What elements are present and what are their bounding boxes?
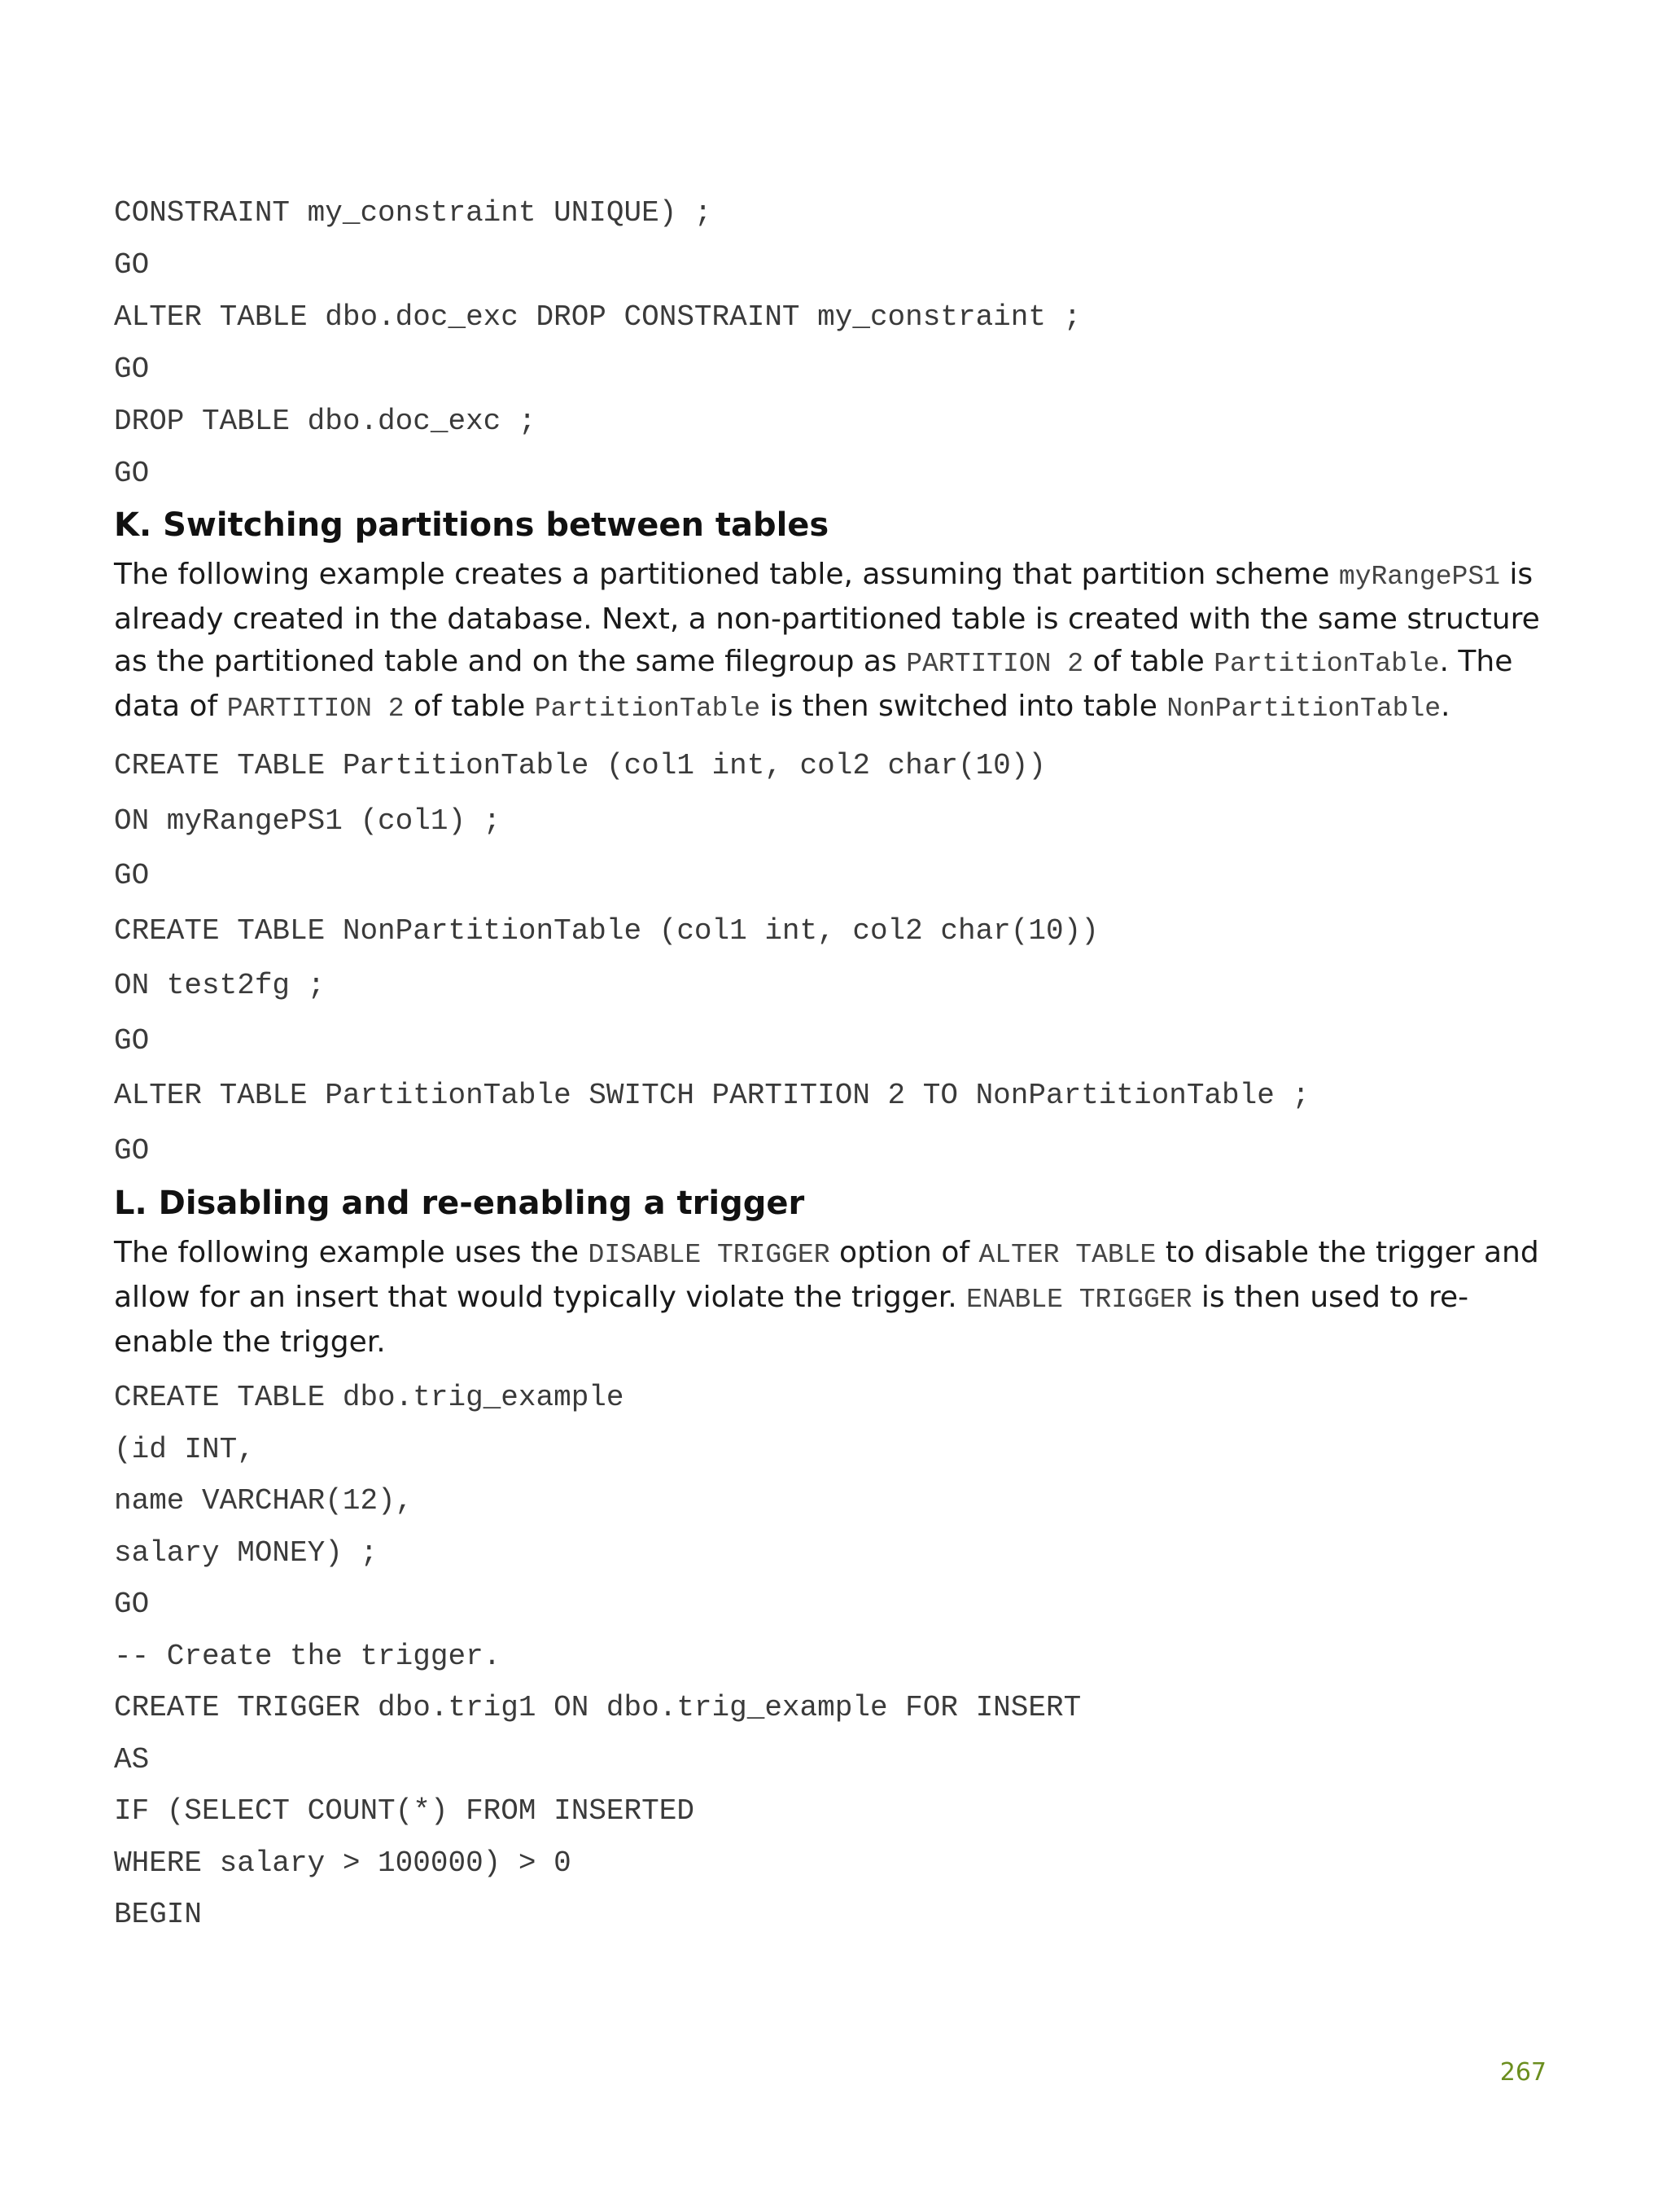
inline-code: PARTITION 2 <box>226 694 405 724</box>
section-l-heading: L. Disabling and re-enabling a trigger <box>114 1185 805 1222</box>
page-number: 267 <box>1499 2058 1547 2087</box>
code-line: AS <box>114 1742 150 1776</box>
code-block-3 <box>114 1372 1547 1941</box>
code-line: GO <box>114 353 150 386</box>
code-line: GO <box>114 457 150 490</box>
section-k-paragraph: The following example creates a partitioned table, assuming that partition scheme myRangePS1 is already created in the database. Next, a non-partitioned table is created with the same structure as the partitioned table and on the same filegroup as PARTITION 2 of table PartitionTable. The data of PARTITION 2 of table PartitionTable is then switched into table NonPartitionTable. <box>114 558 1540 724</box>
code-line: GO <box>114 1588 150 1621</box>
code-line: ALTER TABLE PartitionTable SWITCH PARTITION 2 TO NonPartitionTable ; <box>114 1079 1310 1112</box>
code-line: GO <box>114 1133 150 1167</box>
code-line: CREATE TABLE dbo.trig_example <box>114 1381 624 1414</box>
page-content <box>114 187 1547 1941</box>
code-line: CREATE TRIGGER dbo.trig1 ON dbo.trig_example FOR INSERT <box>114 1691 1082 1724</box>
inline-code: ENABLE TRIGGER <box>966 1285 1192 1315</box>
code-block-1 <box>114 187 1547 500</box>
section-l-paragraph: The following example uses the DISABLE TRIGGER option of ALTER TABLE to disable the trigger and allow for an insert that would typically violate the trigger. ENABLE TRIGGER is then used to re-enable the trigger. <box>114 1236 1539 1359</box>
code-line: IF (SELECT COUNT(*) FROM INSERTED <box>114 1794 694 1828</box>
code-line: salary MONEY) ; <box>114 1535 378 1570</box>
section-k-heading: K. Switching partitions between tables <box>114 506 829 544</box>
inline-code: ALTER TABLE <box>978 1240 1157 1270</box>
inline-code: PartitionTable <box>534 694 760 724</box>
code-line: BEGIN <box>114 1898 203 1931</box>
inline-code: myRangePS1 <box>1338 562 1500 592</box>
code-line: ALTER TABLE dbo.doc_exc DROP CONSTRAINT my_constraint ; <box>114 300 1082 334</box>
code-block-2 <box>114 738 1547 1178</box>
code-line: GO <box>114 859 150 892</box>
inline-code: DISABLE TRIGGER <box>588 1240 830 1270</box>
code-line: ON test2fg ; <box>114 969 326 1002</box>
inline-code: PARTITION 2 <box>906 649 1084 679</box>
inline-code: NonPartitionTable <box>1166 694 1442 724</box>
code-line: CREATE TABLE PartitionTable (col1 int, col2 char(10)) <box>114 749 1046 782</box>
inline-code: PartitionTable <box>1214 649 1440 679</box>
code-line: CONSTRAINT my_constraint UNIQUE) ; <box>114 196 712 230</box>
code-line: CREATE TABLE NonPartitionTable (col1 int, col2 char(10)) <box>114 913 1099 948</box>
code-line: name VARCHAR(12), <box>114 1484 413 1518</box>
code-line: ON myRangePS1 (col1) ; <box>114 804 501 838</box>
code-line: -- Create the trigger. <box>114 1639 501 1673</box>
code-line: GO <box>114 1023 150 1058</box>
code-line: (id INT, <box>114 1432 255 1466</box>
code-line: DROP TABLE dbo.doc_exc ; <box>114 405 536 438</box>
code-line: GO <box>114 248 150 282</box>
code-line: WHERE salary > 100000) > 0 <box>114 1846 571 1880</box>
